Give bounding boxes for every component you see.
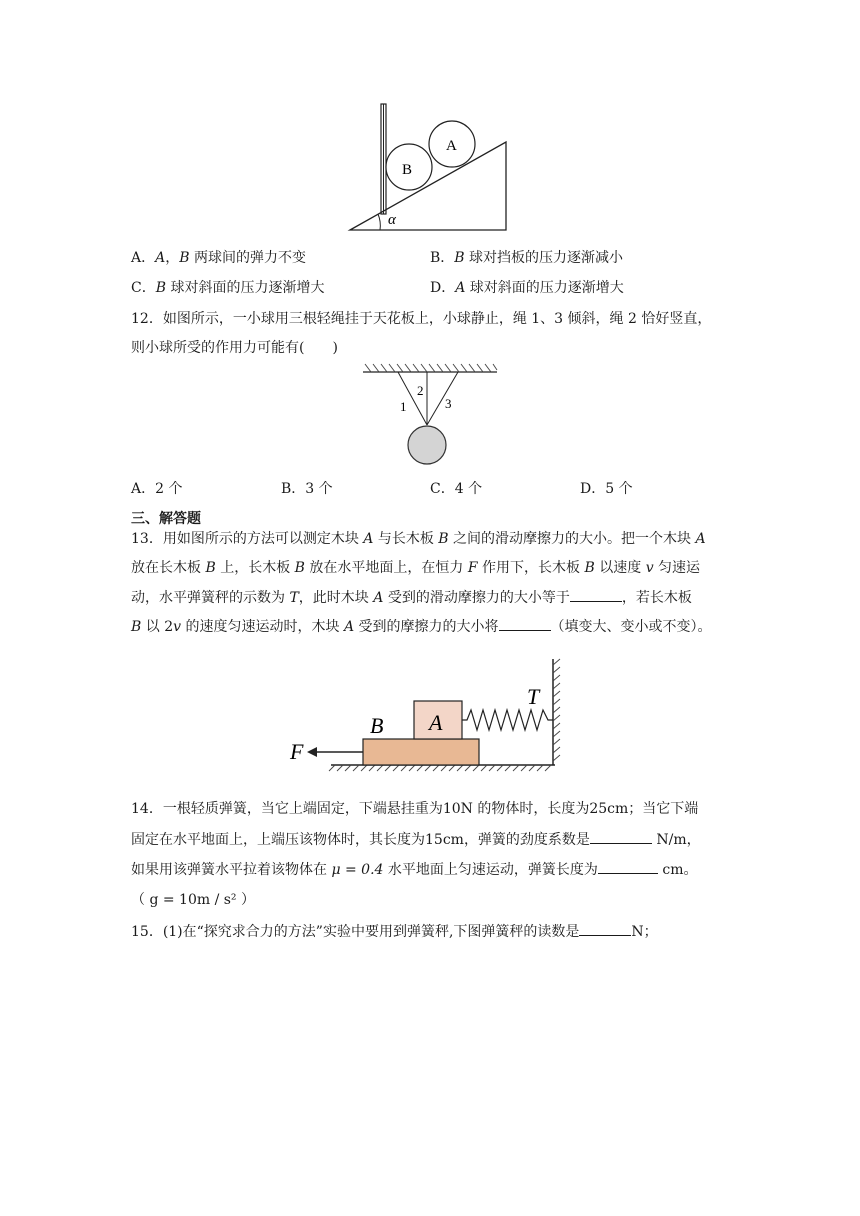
q15-line1: 15．(1)在“探究求合力的方法”实验中要用到弹簧秤,下图弹簧秤的读数是 N； <box>131 921 658 942</box>
figure-spring-blocks <box>283 655 583 773</box>
label-a: A <box>429 710 443 735</box>
q13-blank-1[interactable] <box>570 587 622 602</box>
q13-line3: 动，水平弹簧秤的示数为 T，此时木块 A 受到的滑动摩擦力的大小等于 ，若长木板 <box>131 587 692 608</box>
rope-label-2: 2 <box>417 383 424 398</box>
q14-line2: 固定在水平地面上，上端压该物体时，其长度为15cm，弹簧的劲度系数是 N/m， <box>131 829 701 850</box>
q14-line1: 14．一根轻质弹簧，当它上端固定，下端悬挂重为10N 的物体时，长度为25cm；当它下端 <box>131 801 699 817</box>
fig1-label-a: A <box>446 138 457 154</box>
q14-blank-2[interactable] <box>598 859 658 874</box>
rope-label-1: 1 <box>400 399 407 414</box>
fig1-label-b: B <box>402 162 413 178</box>
label-f: F <box>290 739 304 764</box>
q13-line2: 放在长木板 B 上，长木板 B 放在水平地面上，在恒力 F 作用下，长木板 B 以速度 v 匀速运 <box>131 560 701 576</box>
figure-spheres-incline <box>340 100 520 235</box>
q12-option-b: B．3 个 <box>281 481 333 497</box>
label-b: B <box>370 713 384 738</box>
q12-option-d: D．5 个 <box>580 481 633 497</box>
q13-line1: 13．用如图所示的方法可以测定木块 A 与长木板 B 之间的滑动摩擦力的大小。把一个木块 A <box>131 531 706 547</box>
rope-label-3: 3 <box>445 396 452 411</box>
q12-stem-line2: 则小球所受的作用力可能有( ) <box>131 340 338 356</box>
q13-blank-2[interactable] <box>499 616 551 631</box>
q14-line4: （ g = 10m / s² ） <box>131 892 255 908</box>
q14-line3: 如果用该弹簧水平拉着该物体在 μ = 0.4 水平地面上匀速运动，弹簧长度为 cm。 <box>131 859 697 880</box>
q11-option-c: C．B 球对斜面的压力逐渐增大 <box>131 280 325 296</box>
q12-option-c: C．4 个 <box>430 481 483 497</box>
q11-option-b: B．B 球对挡板的压力逐渐减小 <box>430 250 624 266</box>
fig1-angle: α <box>388 212 396 228</box>
q12-stem-line1: 12．如图所示，一小球用三根轻绳挂于天花板上，小球静止，绳 1、3 倾斜，绳 2 恰好竖直， <box>131 311 712 327</box>
q13-line4: B 以 2v 的速度匀速运动时，木块 A 受到的摩擦力的大小将 （填变大、变小或不变）。 <box>131 616 712 637</box>
label-t: T <box>527 684 540 709</box>
q14-blank-1[interactable] <box>590 829 652 844</box>
q11-option-d: D．A 球对斜面的压力逐渐增大 <box>430 280 624 296</box>
section-title: 三、解答题 <box>131 511 201 527</box>
figure-ball-three-ropes <box>360 362 500 470</box>
q11-option-a: A．A，B 两球间的弹力不变 <box>131 250 306 266</box>
q12-option-a: A．2 个 <box>131 481 183 497</box>
q15-blank-1[interactable] <box>579 921 631 936</box>
